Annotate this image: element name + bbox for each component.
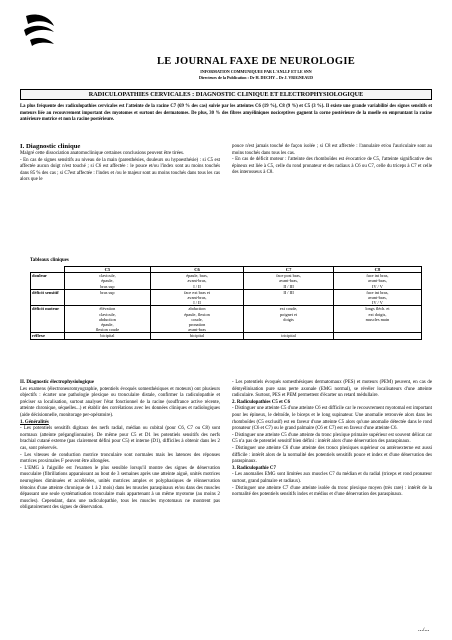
subheading-c5-c6: 2. Radiculopathies C5 et C6 [232,399,291,405]
table-cell [244,289,334,306]
section-heading-clinical: I. Diagnostic clinique [20,143,81,150]
cell-line: doigts [283,316,294,322]
paragraph: - Les potentiels sensitifs digitaux des nerfs radial, médian ou cubital (pour C6, C7 ou C8) sont normaux (atteinte préganglionnaire). De même pour C5 et D1 les potentiels sensitifs des nerfs brachial cutané externe (pas clairement défini pour C5) et interne (D1), difficiles à obtenir dans les 2 cas, sont préservés. [20,426,220,451]
row-header: déficit moteur [31,306,65,333]
cell-line: ext doigts, [368,311,387,317]
table-cell [150,333,243,339]
cell-line: face int bras, [366,289,389,295]
table-row [31,289,422,306]
cell-line: IV / V [372,283,383,289]
cell-line: avant-bras [188,327,206,333]
cell-line: élévation [99,306,116,312]
cell-line: muscles main [365,316,390,322]
cell-line: avant-bras, [187,295,207,301]
cell-line: tricipital [281,333,296,339]
column-header: C7 [244,267,334,273]
section-heading-electro: II. Diagnostic électrophysiologique [20,380,94,385]
table-cell [65,289,151,306]
cell-line: abduction [98,316,116,322]
paragraph: - L'EMG à l'aiguille est l'examen le plus sensible lorsqu'il montre des signes de dénervation musculaire (fibrillations apparaissant au bout de 3 semaines après une atteinte aiguë, unités motrices neurogènes diminuées et accélérées, unités motrices amples et polyphasiques de réinnervation témoins d'une atteinte chronique de 1 à 2 mois) dans les muscles paraspinaux et/ou dans des muscles dépassant une seule systématisation tronculaire mais appartenant à un même myotome (au moins 2 muscles). Cependant, dans une radiculopathie, tous les muscles myotomaux ne montrent pas obligatoirement des signes de dénervation. [20,465,220,511]
cell-line: épaule, [101,322,114,328]
paragraph: - Les anomalies EMG sont limitées aux muscles C7 du médian et du radial (triceps et rond pronateur surtout, grand palmaire et radiaux). [232,472,432,484]
cell-line: flexion coude [95,327,120,333]
paragraph: - Les vitesses de conduction motrice tronculaire sont normales mais les latences des réponses motrices proximales F peuvent être allongées. [20,452,220,465]
table-cell [244,306,334,333]
cell-line: IV / V [372,300,383,306]
article-title: RADICULOPATHIES CERVICALES : DIAGNOSTIC CLINIQUE ET ELECTROPHYSIOLOGIQUE [20,89,432,100]
table-cell [150,306,243,333]
table-cell [150,289,243,306]
table-row [31,333,422,339]
table-cell [333,306,421,333]
cell-line: clavicule, [99,273,116,279]
cell-line: bicipital [100,333,115,339]
cell-line: face post bras, [276,273,301,279]
cell-line: épaule, bras, [186,273,208,279]
column-header: C5 [65,267,151,273]
row-header: douleur [31,273,65,290]
cell-line: II / III [283,283,294,289]
paragraph: - Les potentiels évoqués somesthésiques dermatomaux (PES) et moteurs (PEM) peuvent, en cas de démyélinisation pure sans perte axonale (EMG normal), se révéler localisateurs d'une atteinte radiculaire. Surtout, PES et PEM permettent d'écarter un retard médullaire. [232,380,432,399]
cell-line: II / III [283,289,294,295]
cell-line: face int bras, [366,273,389,279]
clinical-diagnosis-continued [232,144,432,177]
continued-marker: …/… [418,628,430,633]
paragraph: Malgré cette dissociation anatomoclinique certaines conclusions peuvent être tirées. [20,151,185,156]
table-row [31,273,422,290]
paragraph: - Distinguer une atteinte C5 d'une atteinte C6 est difficile car le recouvrement myotomal est important pour les épineux, le deltoïde, le biceps et le long supinateur. Une anomalie retrouvée alors dans les rhomboïdes (C5 exclusif) est en faveur d'une atteinte C5 alors qu'une anomalie détectée dans le rond pronateur (C6 et C7) ou le grand palmaire (C6 et C7) est en faveur d'une atteinte C6. [232,406,432,432]
cell-line: face ext bras et [184,289,210,295]
journal-logo [20,10,60,50]
paragraph: Les examens (électroneuromyographie, potentiels évoqués somesthésiques et moteurs) ont plusieurs objectifs : écarter une pathologie plexique ou tronculaire distale, confirmer la radiculopathie et préciser sa localisation, surtout analyser l'état fonctionnel de la racine (souffrance active récente, atteinte chronique, séquelles...) et établir des corrélations avec les données cliniques et radiologiques (aide décisionnelle, monitorage per-opératoire). [20,386,220,418]
paragraph: - Distinguer une atteinte C5 d'une atteinte du tronc plexique primaire supérieur est souvent délicat car C5 n'a pas de potentiel sensitif bien défini : intérêt alors d'une dénervation des paraspinaux. [232,432,432,445]
cell-line: pronation [188,322,206,328]
publication-directors: Directeurs de la Publication : Dr H. DECHY – Dr J. VRIGNEAUD [198,75,314,80]
table-cell [65,333,151,339]
cell-line: abduction [188,306,206,312]
cell-line: épaule, [101,278,114,284]
clinical-diagnosis-section [20,143,220,184]
clinical-table [30,266,422,340]
cell-line: I / II [193,283,201,289]
table-cell [333,273,421,290]
cell-line: bras sup [100,289,115,295]
paragraph: - En cas de déficit moteur : l'atteinte des rhomboïdes est évocatrice de C5, l'atteinte significative des épineux est liée à C5, celle du rond pronateur et des radiaux à C6 ou C7, celle du triceps à C7 et celle des interosseux à C8. [232,157,432,176]
journal-title: LE JOURNAL FAXE DE NEUROLOGIE [156,56,356,67]
cell-line: avant-bras, [187,278,207,284]
subheading-generalites: 1. Généralités [20,419,49,425]
table-cell [244,333,334,339]
table-cell [65,273,151,290]
subheading-c7: 3. Radiculopathie C7 [232,465,276,471]
cell-line: avant-bras, [279,278,299,284]
table-caption: Tableaux cliniques [30,258,69,263]
paragraph: - Distinguer une atteinte C7 d'une atteinte isolée du tronc plexique moyen (très rare) : intérêt de la normalité des potentiels sensitifs index et médius et d'une dénervation des paraspinaux. [232,485,432,498]
article-abstract: La plus fréquente des radiculopathies cervicales est l'atteinte de la racine C7 (69 % des cas) suivie par les atteintes C6 (19 %), C8 (9 %) et C5 (3 %). Il existe une grande variabilité des signes sensitifs et moteurs liée au recouvrement important des myotomes et surtout des dermatomes. De plus, 30 % des fibres amyéliniques nociceptives gagnent la corne postérieure de la moelle en empruntant la racine antérieure motrice et non la racine postérieure. [20,104,432,122]
cell-line: clavicule, [99,311,116,317]
cell-line: longs fléch. et [365,306,390,312]
table-cell [333,289,421,306]
electrophysiology-continued [232,380,432,499]
cell-line: I / II [193,300,201,306]
row-header: déficit sensitif [31,289,65,306]
cell-line: avant-bras, [367,278,387,284]
row-header: réflexe [31,333,65,339]
column-header: C6 [150,267,243,273]
cell-line: coude, [191,316,203,322]
cell-line: poignet et [280,311,298,317]
journal-subtitle: INFORMATION COMMUNIQUEE PAR L'ANLLF ET LE SNN [200,69,312,74]
cell-line: bras sup [100,283,115,289]
table-cell [333,333,421,339]
table-cell [150,273,243,290]
table-cell [65,306,151,333]
cell-line: bicipital [189,333,205,339]
paragraph: - En cas de signes sensitifs au niveau de la main (paresthésies, douleurs ou hypoesthésie) : si C5 est affectée aucun doigt n'est touché ; si C6 est affectée : le pouce et/ou l'index sont au moins touchés dans 85 % des cas ; si C7est affectée : l'index et /ou le majeur sont au moins touchés dans tous les cas alors que le [20,157,220,183]
column-header: C8 [333,267,421,273]
table-row [31,306,422,333]
paragraph: - Distinguer une atteinte C6 d'une atteinte des troncs plexiques supérieur ou antéroexterne est aussi difficile : intérêt alors de la normalité des potentiels sensitifs pouce et index et d'une dénervation des paraspinaux. [232,445,432,465]
paragraph: pouce n'est jamais touché de façon isolée ; si C8 est affectée : l'annulaire et/ou l'auriculaire sont au moins touchés dans tous les cas. [232,144,432,156]
cell-line: avant-bras, [367,295,387,301]
table-cell [244,273,334,290]
electrophysiology-section [20,380,220,512]
cell-line: épaule, flexion [184,311,210,317]
cell-line: ext coude, [279,306,298,312]
